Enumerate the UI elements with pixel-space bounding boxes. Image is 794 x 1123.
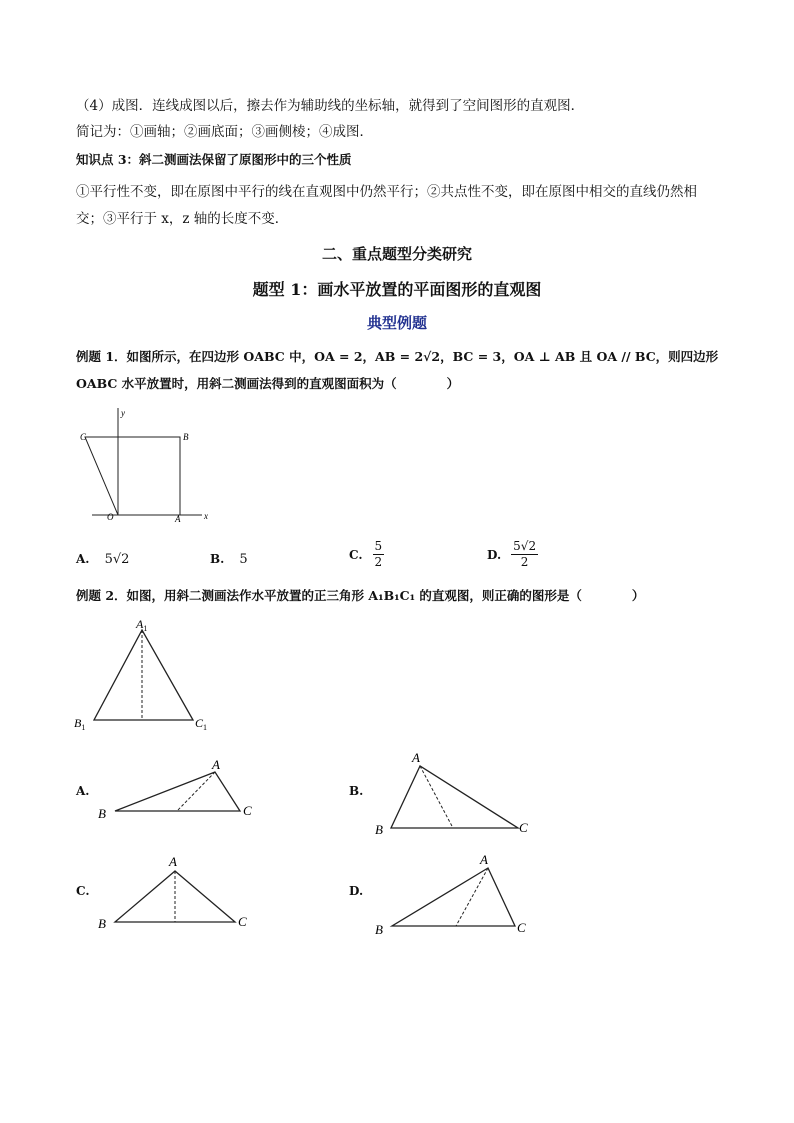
fraction-numerator: 5√2 [513, 539, 537, 553]
option-a-dashed [177, 772, 215, 811]
option-d-fraction [511, 539, 538, 570]
label-a: A [175, 514, 181, 524]
example2-option-b-label[interactable]: B. [349, 784, 364, 798]
option-b-label-a: A [412, 750, 420, 765]
option-c-fraction [373, 539, 385, 570]
example2-original-triangle [70, 612, 230, 737]
example1-option-c[interactable] [349, 539, 384, 570]
option-d-triangle [392, 868, 515, 926]
option-b-label-b: B [375, 822, 383, 837]
example2-option-c-figure[interactable] [95, 850, 265, 935]
label-x: x [204, 511, 208, 521]
option-a-label-c: C [243, 803, 252, 818]
option-d-label: D. [487, 547, 502, 562]
fraction-denominator: 2 [520, 555, 529, 569]
label-b1: $B_1$ [74, 716, 86, 732]
paragraph-properties-line2: 交；③平行于 x，z 轴的长度不变． [76, 211, 289, 227]
option-b-triangle [391, 766, 518, 828]
paragraph-step4: （4）成图．连线成图以后，擦去作为辅助线的坐标轴，就得到了空间图形的直观图． [76, 98, 585, 114]
paragraph-summary: 简记为：①画轴；②画底面；③画侧棱；④成图． [76, 124, 373, 140]
label-y: y [121, 408, 125, 418]
example1-figure [70, 400, 220, 525]
fraction-numerator: 5 [374, 539, 383, 553]
option-a-label: A. [76, 552, 90, 566]
example1-question-line1: 例题 1．如图所示，在四边形 OABC 中，OA = 2，AB = 2√2，BC = 3，OA ⊥ AB 且 OA // BC，则四边形 [76, 349, 719, 364]
option-c-label-a: A [169, 854, 177, 869]
example2-option-a-figure[interactable] [95, 752, 270, 824]
option-a-value: 5√2 [104, 552, 130, 567]
option-a-triangle [115, 772, 240, 811]
option-b-label-c: C [519, 820, 528, 835]
fraction-denominator: 2 [374, 555, 383, 569]
option-d-dashed [456, 868, 488, 926]
example2-option-d-label[interactable]: D. [349, 884, 364, 898]
label-a1: $A_1$ [136, 617, 148, 633]
option-c-label-b: B [98, 916, 106, 931]
example2-option-d-figure[interactable] [372, 850, 542, 942]
type1-heading: 题型 1：画水平放置的平面图形的直观图 [252, 280, 542, 299]
label-c: C [80, 432, 87, 442]
label-b: B [183, 432, 189, 442]
knowledge-point-3: 知识点 3：斜二测画法保留了原图形中的三个性质 [76, 152, 352, 167]
example1-option-a[interactable] [76, 548, 129, 567]
label-o: O [107, 512, 114, 522]
example1-option-b[interactable] [210, 548, 248, 567]
option-b-label: B. [210, 552, 225, 566]
example2-option-a-label[interactable]: A. [76, 784, 90, 798]
option-b-value: 5 [239, 552, 248, 567]
example2-option-b-figure[interactable] [372, 744, 542, 839]
example1-question-line2: OABC 水平放置时，用斜二测画法得到的直观图面积为（ ） [76, 376, 460, 391]
example2-question: 例题 2．如图，用斜二测画法作水平放置的正三角形 A₁B₁C₁ 的直观图，则正确的图形是（ ） [76, 588, 645, 603]
paragraph-properties-line1: ①平行性不变，即在原图中平行的线在直观图中仍然平行；②共点性不变，即在原图中相交的直线仍然相 [76, 184, 697, 200]
option-a-label-a: A [212, 757, 220, 772]
quadrilateral-oabc [85, 437, 180, 515]
option-d-label-a: A [480, 852, 488, 867]
example2-option-c-label[interactable]: C. [76, 884, 90, 898]
examples-heading: 典型例题 [366, 314, 427, 332]
option-d-label-c: C [517, 920, 526, 935]
triangle-a1b1c1 [94, 630, 193, 720]
section-heading: 二、重点题型分类研究 [321, 245, 472, 263]
option-c-label-c: C [238, 914, 247, 929]
option-b-dashed [420, 766, 453, 828]
option-a-label-b: B [98, 806, 106, 821]
example1-option-d[interactable] [487, 539, 538, 570]
option-d-label-b: B [375, 922, 383, 937]
option-c-label: C. [349, 547, 363, 562]
label-c1: $C_1$ [195, 716, 208, 732]
